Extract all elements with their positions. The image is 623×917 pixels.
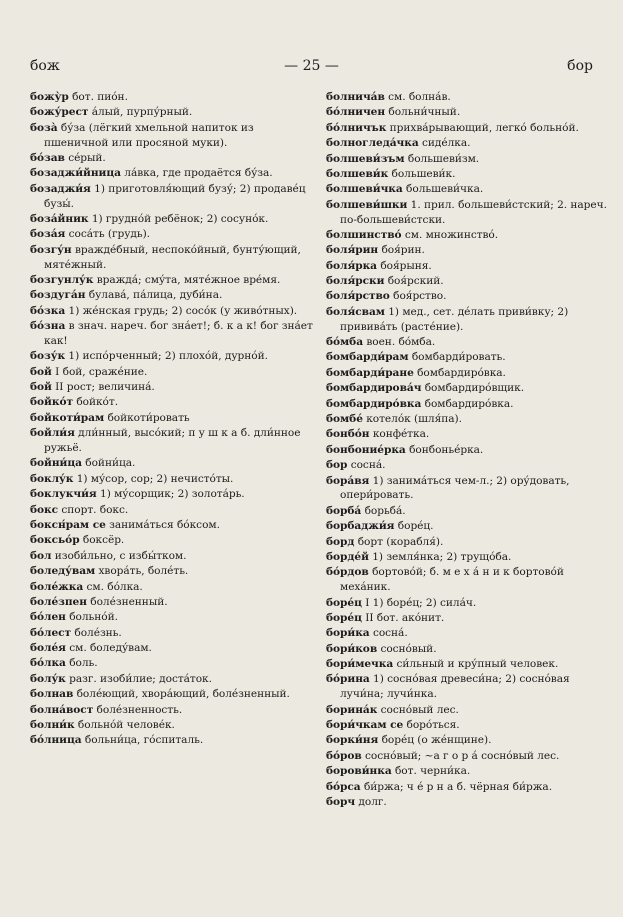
- header-guide-word-left: бож: [30, 58, 60, 74]
- entry-definition: боль.: [69, 657, 98, 670]
- entry-definition: II бот. ако́нит.: [365, 611, 445, 624]
- entry-definition: сосно́вый.: [380, 642, 437, 655]
- entry-headword: бо́зка: [30, 304, 66, 317]
- dictionary-entry: [326, 565, 610, 595]
- dictionary-entry: [326, 626, 610, 641]
- entry-headword: бойли́я: [30, 427, 75, 440]
- entry-definition: вражда́; сму́та, мяте́жное вре́мя.: [96, 273, 281, 286]
- dictionary-entry: [30, 166, 314, 181]
- entry-definition: боро́ться.: [406, 719, 460, 732]
- entry-definition: котело́к (шля́па).: [366, 413, 462, 426]
- dictionary-entry: [326, 289, 610, 304]
- entry-definition: II рост; величина́.: [55, 381, 155, 394]
- entry-headword: боза̀: [30, 121, 58, 134]
- entry-headword: божу́рест: [30, 106, 89, 119]
- dictionary-entry: [30, 105, 314, 120]
- dictionary-entry: [30, 610, 314, 625]
- dictionary-entry: [326, 136, 610, 151]
- dictionary-entry: [30, 487, 314, 502]
- entry-definition: боле́ющий, хвора́ющий, боле́зненный.: [76, 688, 290, 701]
- entry-headword: бо́лница: [30, 734, 82, 747]
- dictionary-entry: [326, 504, 610, 519]
- entry-headword: борч: [326, 796, 356, 808]
- entry-definition: булава́, па́лица, дуби́на.: [88, 289, 223, 302]
- entry-definition: в знач. нареч. бог зна́ет!; б. к а к! бог зна́ет как!: [44, 320, 313, 347]
- dictionary-entry: [326, 228, 610, 243]
- entry-definition: бомбарди́ровать.: [411, 351, 506, 364]
- page-number: — 25 —: [284, 58, 339, 74]
- entry-definition: си́льный и кру́пный человек.: [396, 658, 559, 671]
- dictionary-entry: [30, 656, 314, 671]
- dictionary-entry: [30, 503, 314, 518]
- entry-headword: бой: [30, 365, 52, 378]
- dictionary-entry: [326, 152, 610, 167]
- entry-definition: бомбардиро́вщик.: [424, 382, 525, 395]
- entry-headword: бо́лен: [30, 611, 66, 624]
- dictionary-entry: [326, 672, 610, 702]
- entry-headword: бомбардиро́вка: [326, 397, 422, 410]
- entry-headword: бо́ров: [326, 749, 362, 762]
- entry-headword: боре́ц: [326, 596, 362, 609]
- dictionary-entry: [30, 733, 314, 748]
- entry-definition: 1) му́сорщик; 2) золота́рь.: [100, 488, 245, 501]
- entry-headword: бо́лка: [30, 657, 66, 670]
- entry-headword: боре́ц: [326, 611, 362, 624]
- entry-definition: 1) занима́ться чем-л.; 2) ору́довать, опери́ровать.: [340, 474, 570, 502]
- dictionary-entry: [326, 105, 610, 120]
- dictionary-entry: [326, 642, 610, 657]
- entry-headword: бонбо́н: [326, 428, 370, 441]
- right-column: [326, 90, 610, 810]
- entry-definition: боре́ц.: [397, 520, 434, 533]
- entry-headword: бора́вя: [326, 474, 370, 487]
- entry-headword: болшеви́зъм: [326, 152, 405, 165]
- entry-definition: а́лый, пурпу́рный.: [91, 106, 193, 119]
- entry-headword: боксн́рам се: [30, 518, 106, 531]
- dictionary-entry: [30, 365, 314, 380]
- dictionary-entry: [30, 641, 314, 656]
- dictionary-entry: [30, 703, 314, 718]
- dictionary-entry: [326, 381, 610, 396]
- entry-headword: бо́лничен: [326, 106, 386, 119]
- dictionary-entry: [30, 304, 314, 319]
- left-column: [30, 90, 314, 749]
- entry-definition: бойни́ца.: [85, 457, 136, 470]
- entry-definition: ла́вка, где продаётся бу́за.: [124, 167, 273, 180]
- header-guide-word-right: бор: [567, 58, 593, 74]
- entry-headword: боля́рство: [326, 290, 390, 303]
- entry-headword: болнав: [30, 688, 74, 701]
- entry-definition: сосна́.: [350, 459, 386, 472]
- entry-definition: бонбонье́рка.: [409, 443, 484, 456]
- entry-headword: борба́: [326, 504, 362, 517]
- entry-definition: дли́нный, высо́кий; п у ш к а б. дли́нное ружьё.: [44, 427, 301, 455]
- dictionary-entry: [326, 182, 610, 197]
- entry-definition: боя́рин.: [381, 244, 425, 257]
- entry-definition: бу́за (лёгкий хмельной напиток из пшеничной или просяной муки).: [44, 121, 254, 149]
- entry-headword: бори́ков: [326, 642, 378, 655]
- entry-headword: боля́рин: [326, 244, 379, 257]
- entry-definition: боле́зненный.: [90, 595, 168, 608]
- dictionary-entry: [30, 243, 314, 273]
- dictionary-entry: [30, 288, 314, 303]
- entry-headword: бонбоние́рка: [326, 443, 406, 456]
- entry-headword: бозу́к: [30, 350, 66, 363]
- dictionary-entry: [326, 167, 610, 182]
- dictionary-entry: [30, 549, 314, 564]
- entry-headword: бомбарди́рам: [326, 351, 409, 364]
- entry-definition: боя́рство.: [393, 290, 447, 303]
- entry-headword: бо́лничък: [326, 121, 387, 134]
- dictionary-entry: [30, 380, 314, 395]
- dictionary-entry: [326, 366, 610, 381]
- entry-definition: разг. изоби́лие; доста́ток.: [69, 672, 212, 685]
- dictionary-entry: [30, 533, 314, 548]
- dictionary-entry: [30, 580, 314, 595]
- entry-headword: болшинство́: [326, 228, 402, 241]
- entry-definition: 1) мед., сет. де́лать приви́вку; 2) привива́ть (расте́ние).: [340, 305, 569, 333]
- entry-definition: боя́рский.: [387, 275, 444, 288]
- entry-definition: спорт. бокс.: [61, 503, 129, 516]
- entry-headword: бозгу́н: [30, 243, 72, 256]
- dictionary-entry: [326, 718, 610, 733]
- entry-definition: см. боледу́вам.: [69, 642, 152, 655]
- dictionary-entry: [326, 474, 610, 504]
- entry-headword: болшеви́чка: [326, 183, 403, 196]
- entry-headword: бори́мечка: [326, 658, 394, 671]
- entry-headword: боклу́к: [30, 472, 74, 485]
- entry-headword: бозгунлу́к: [30, 273, 94, 286]
- entry-headword: боля́свам: [326, 305, 385, 318]
- dictionary-entry: [30, 151, 314, 166]
- entry-definition: борьба́.: [364, 504, 406, 517]
- dictionary-entry: [30, 90, 314, 105]
- entry-headword: божу̀р: [30, 91, 69, 103]
- entry-headword: бомбарди́ране: [326, 366, 414, 379]
- entry-definition: см. бо́лка.: [86, 580, 143, 593]
- dictionary-entry: [30, 456, 314, 471]
- entry-headword: боле́я: [30, 642, 66, 655]
- entry-headword: боза́йник: [30, 212, 89, 225]
- dictionary-entry: [326, 596, 610, 611]
- entry-definition: боле́знь.: [74, 626, 122, 639]
- dictionary-entry: [326, 749, 610, 764]
- entry-headword: боле́зпен: [30, 595, 87, 608]
- entry-headword: боля́рски: [326, 275, 385, 288]
- entry-definition: борт (корабля́).: [357, 535, 444, 548]
- entry-headword: бор: [326, 459, 348, 472]
- entry-headword: борбаджи́я: [326, 520, 395, 533]
- entry-definition: соса́ть (грудь).: [68, 228, 150, 241]
- entry-definition: бойко́т.: [76, 396, 119, 409]
- dictionary-entry: [326, 198, 610, 228]
- entry-definition: больно́й челове́к.: [77, 719, 175, 732]
- entry-definition: сосно́вый; ~а г о р а́ сосно́вый лес.: [365, 749, 560, 762]
- entry-definition: бойкоти́ровать: [107, 411, 190, 424]
- dictionary-entry: [30, 273, 314, 288]
- dictionary-entry: [326, 397, 610, 412]
- entry-headword: бо́рина: [326, 673, 370, 686]
- entry-headword: бо́лест: [30, 626, 72, 639]
- dictionary-entry: [30, 395, 314, 410]
- entry-definition: больни́ца, го́спиталь.: [84, 734, 204, 747]
- entry-headword: боле́жка: [30, 580, 84, 593]
- dictionary-entry: [326, 274, 610, 289]
- entry-headword: боля́рка: [326, 259, 377, 272]
- entry-definition: конфе́тка.: [372, 428, 430, 441]
- entry-definition: се́рый.: [68, 151, 106, 164]
- entry-definition: 1) же́нская грудь; 2) сосо́к (у живо́тных).: [68, 304, 298, 317]
- dictionary-entry: [30, 182, 314, 212]
- entry-definition: 1) испо́рченный; 2) плохо́й, дурно́й.: [68, 350, 268, 363]
- entry-headword: бойни́ца: [30, 457, 82, 470]
- entry-definition: изоби́льно, с избы́тком.: [54, 549, 187, 562]
- dictionary-entry: [326, 121, 610, 136]
- entry-headword: борови́нка: [326, 765, 392, 778]
- dictionary-entry: [30, 212, 314, 227]
- dictionary-entry: [326, 427, 610, 442]
- dictionary-entry: [30, 227, 314, 242]
- entry-headword: боклукчи́я: [30, 488, 97, 501]
- entry-headword: болни́к: [30, 719, 75, 732]
- entry-headword: бомбе́: [326, 413, 363, 426]
- entry-definition: вражде́бный, неспоко́йный, бунту́ющий, мяте́жный.: [44, 243, 301, 271]
- entry-headword: болшеви́к: [326, 167, 389, 180]
- entry-definition: 1) грудно́й ребёнок; 2) сосуно́к.: [91, 212, 269, 225]
- dictionary-entry: [326, 703, 610, 718]
- dictionary-entry: [30, 718, 314, 733]
- dictionary-entry: [30, 121, 314, 151]
- entry-definition: бот. пио́н.: [72, 91, 128, 103]
- entry-headword: болна́вост: [30, 703, 94, 716]
- entry-definition: боре́ц (о же́нщине).: [381, 734, 492, 747]
- entry-headword: борд: [326, 535, 355, 548]
- dictionary-entry: [30, 626, 314, 641]
- entry-definition: занима́ться бо́ксом.: [109, 518, 220, 531]
- entry-headword: борки́ня: [326, 734, 379, 747]
- dictionary-entry: [326, 611, 610, 626]
- dictionary-entry: [30, 595, 314, 610]
- entry-definition: I бой, сраже́ние.: [55, 365, 148, 378]
- dictionary-entry: [326, 780, 610, 795]
- dictionary-entry: [326, 305, 610, 335]
- entry-headword: бокс: [30, 503, 59, 516]
- entry-definition: боксёр.: [82, 534, 125, 547]
- entry-headword: болшеви́шки: [326, 198, 408, 211]
- entry-headword: бори́ка: [326, 627, 370, 640]
- entry-headword: борина́к: [326, 703, 378, 716]
- entry-headword: бой: [30, 381, 52, 394]
- dictionary-entry: [30, 319, 314, 349]
- entry-headword: бойко́т: [30, 396, 73, 409]
- entry-headword: бори́чкам се: [326, 719, 404, 732]
- page-header: [30, 58, 593, 78]
- entry-headword: борде́й: [326, 550, 369, 563]
- entry-definition: больно́й.: [69, 611, 118, 624]
- dictionary-entry: [30, 687, 314, 702]
- entry-definition: бортово́й; б. м е х а́ н и к бортово́й меха́ник.: [340, 566, 564, 594]
- entry-definition: би́ржа; ч е́ р н а б. чёрная би́ржа.: [363, 780, 553, 793]
- entry-definition: 1) приготовля́ющий бузу́; 2) продаве́ц бузы́.: [44, 182, 306, 210]
- entry-definition: бомбардиро́вка.: [417, 366, 506, 379]
- entry-definition: 1) сосно́вая древеси́на; 2) сосно́вая лучи́на; лучи́нка.: [340, 673, 570, 701]
- dictionary-entry: [30, 426, 314, 456]
- dictionary-entry: [326, 259, 610, 274]
- dictionary-entry: [326, 795, 610, 810]
- dictionary-entry: [30, 472, 314, 487]
- entry-definition: хвора́ть, боле́ть.: [98, 565, 189, 578]
- entry-definition: 1) му́сор, сор; 2) нечисто́ты.: [76, 472, 234, 485]
- entry-headword: болнича́в: [326, 91, 385, 103]
- entry-definition: 1. прил. большеви́стский; 2. нареч. по-большеви́стски.: [340, 198, 607, 226]
- dictionary-entry: [326, 550, 610, 565]
- entry-headword: бомбардирова́ч: [326, 382, 422, 395]
- entry-definition: сосно́вый лес.: [380, 703, 459, 716]
- dictionary-entry: [326, 243, 610, 258]
- dictionary-entry: [326, 519, 610, 534]
- dictionary-entry: [326, 657, 610, 672]
- entry-definition: бомбардиро́вка.: [424, 397, 514, 410]
- entry-definition: см. множинство́.: [404, 228, 499, 241]
- entry-headword: бойкоти́рам: [30, 411, 105, 424]
- entry-headword: боксьо́р: [30, 534, 80, 547]
- entry-headword: болу́к: [30, 672, 66, 685]
- entry-headword: бо́мба: [326, 336, 364, 349]
- entry-definition: сосна́.: [372, 627, 408, 640]
- dictionary-entry: [326, 733, 610, 748]
- dictionary-entry: [326, 764, 610, 779]
- dictionary-entry: [30, 411, 314, 426]
- entry-headword: боза́я: [30, 228, 66, 241]
- entry-definition: большеви́чка.: [406, 183, 484, 196]
- entry-definition: боле́зненность.: [96, 703, 183, 716]
- entry-definition: большеви́к.: [391, 167, 456, 180]
- dictionary-entry: [30, 518, 314, 533]
- entry-definition: боя́рыня.: [380, 259, 432, 272]
- entry-definition: больни́чный.: [388, 106, 461, 119]
- dictionary-entry: [326, 90, 610, 105]
- entry-headword: бозаджи́йница: [30, 167, 121, 180]
- dictionary-entry: [326, 350, 610, 365]
- dictionary-entry: [326, 458, 610, 473]
- entry-headword: бо́рса: [326, 780, 361, 793]
- entry-definition: 1) земля́нка; 2) трущо́ба.: [372, 550, 512, 563]
- entry-headword: боздуга́н: [30, 289, 86, 302]
- entry-headword: бол: [30, 549, 52, 562]
- entry-definition: долг.: [358, 796, 387, 808]
- dictionary-entry: [326, 335, 610, 350]
- entry-definition: I 1) боре́ц; 2) сила́ч.: [365, 596, 477, 609]
- entry-headword: бо́зав: [30, 151, 65, 164]
- dictionary-entry: [30, 564, 314, 579]
- dictionary-entry: [326, 412, 610, 427]
- entry-definition: большеви́зм.: [407, 152, 480, 165]
- dictionary-entry: [326, 443, 610, 458]
- entry-headword: бо́зна: [30, 320, 66, 333]
- entry-definition: бот. черни́ка.: [394, 765, 471, 778]
- entry-headword: боледу́вам: [30, 565, 96, 578]
- entry-headword: бо́рдов: [326, 566, 369, 579]
- entry-headword: бозаджи́я: [30, 182, 91, 195]
- dictionary-entry: [326, 535, 610, 550]
- entry-definition: см. болна́в.: [388, 91, 451, 103]
- entry-definition: воен. бо́мба.: [366, 336, 436, 349]
- dictionary-entry: [30, 672, 314, 687]
- entry-headword: болногледа́чка: [326, 137, 419, 150]
- entry-definition: сиде́лка.: [422, 137, 471, 150]
- dictionary-entry: [30, 349, 314, 364]
- entry-definition: прихва́рывающий, легко́ больно́й.: [389, 121, 579, 134]
